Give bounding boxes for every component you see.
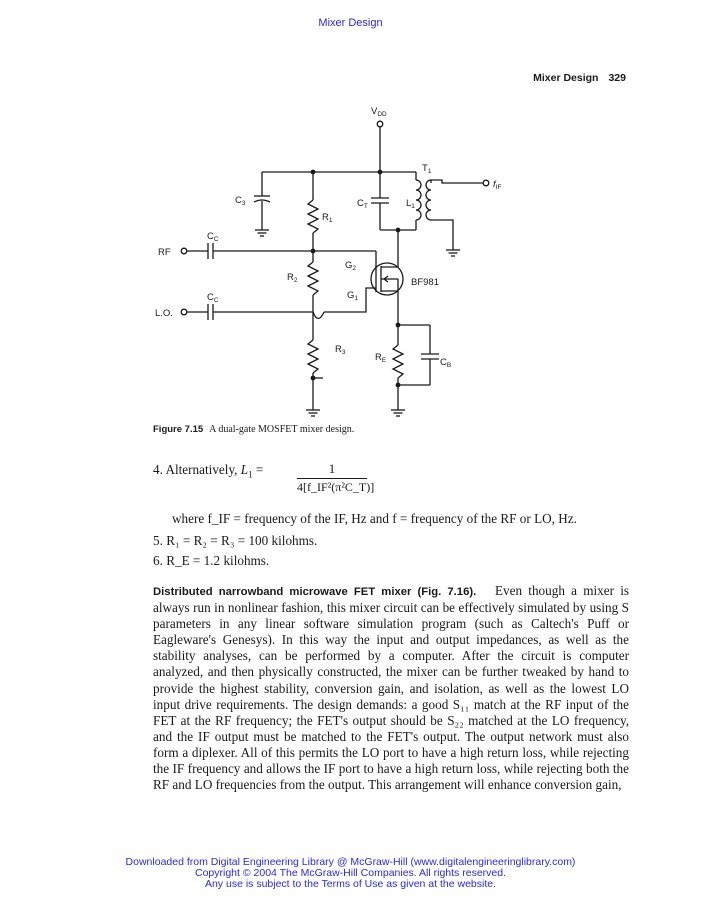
paragraph-heading: Distributed narrowband microwave FET mixer (Fig. 7.16).: [153, 586, 477, 598]
circuit-diagram: [150, 100, 510, 420]
running-title: Mixer Design: [533, 72, 599, 84]
label-cb: $C_B$: [440, 357, 452, 369]
label-cc-rf: $C_C$: [207, 231, 219, 243]
footer-notice: [0, 857, 701, 890]
label-l1: $L_1$: [406, 198, 415, 210]
label-re: $R_E$: [375, 352, 387, 364]
body-paragraph: [153, 583, 629, 793]
label-t1: $T_1$: [422, 163, 432, 175]
page-number: 329: [608, 72, 626, 84]
label-bf981: BF981: [411, 277, 439, 288]
label-rf: RF: [158, 247, 171, 258]
label-vdd: $V_{DD}$: [371, 106, 387, 118]
label-r2: $R_2$: [287, 272, 298, 284]
list-item-5: 5. R₁ = R₂ = R₃ = 100 kilohms.: [153, 533, 318, 548]
list-item-4: 4. Alternatively, $L_1$ =: [153, 462, 264, 480]
where-definition: where f_IF = frequency of the IF, Hz and f = frequency of the RF or LO, Hz.: [172, 511, 577, 526]
figure-caption: [153, 424, 354, 435]
fraction-denominator: 4[f_IF²(π²C_T)]: [297, 480, 375, 494]
figure-caption-text: A dual-gate MOSFET mixer design.: [209, 424, 355, 435]
label-c3: $C_3$: [235, 195, 246, 207]
footer-download-link[interactable]: Downloaded from Digital Engineering Library @ McGraw-Hill (www.digitalengineeringlibrary.com): [125, 856, 576, 868]
paragraph-body: Even though a mixer is always run in nonlinear fashion, this mixer circuit can be effectively simulated by using S parameters in any linear software simulation program (such as Caltech's Puff or Eagleware's Genesys). In this way the input and output impedances, as well as the stability analyses, can be performed by a computer. After the circuit is computer analyzed, and then physically constructed, the mixer can be further tweaked by hand to provide the highest stability, conversion gain, and isolation, as well as the lowest LO input drive requirements. The design demands: a good S₁₁ match at the RF input of the FET at the RF frequency; the FET's output should be S₂₂ matched at the LO frequency, and the IF output must be matched to the FET's output. The output network must also form a diplexer. All of this permits the LO port to have a high return loss, while rejecting the IF frequency and allows the IF port to have a high return loss, while rejecting both the RF and LO frequencies from the output. This arrangement will enhance conversion gain,: [153, 583, 630, 793]
label-r1: $R_1$: [322, 212, 333, 224]
label-g2: $G_2$: [345, 260, 357, 272]
label-ct: $C_T$: [357, 198, 368, 210]
equation-fraction: [297, 461, 375, 495]
label-cc-lo: $C_C$: [207, 292, 219, 304]
label-g1: $G_1$: [347, 290, 359, 302]
footer-terms[interactable]: Any use is subject to the Terms of Use as given at the website.: [204, 878, 497, 890]
label-fif: $f_{IF}$: [493, 179, 502, 191]
footer-copyright: Copyright © 2004 The McGraw-Hill Companies. All rights reserved.: [195, 867, 506, 879]
list-item-6: 6. R_E = 1.2 kilohms.: [153, 553, 270, 568]
running-head: [533, 72, 626, 84]
top-link[interactable]: Mixer Design: [318, 17, 383, 29]
circuit-wires: [181, 121, 489, 416]
fraction-numerator: 1: [297, 461, 367, 479]
circuit-labels: [155, 106, 501, 369]
figure-caption-number: Figure 7.15: [153, 424, 204, 435]
label-r3: $R_3$: [335, 344, 346, 356]
label-lo: L.O.: [155, 308, 173, 319]
